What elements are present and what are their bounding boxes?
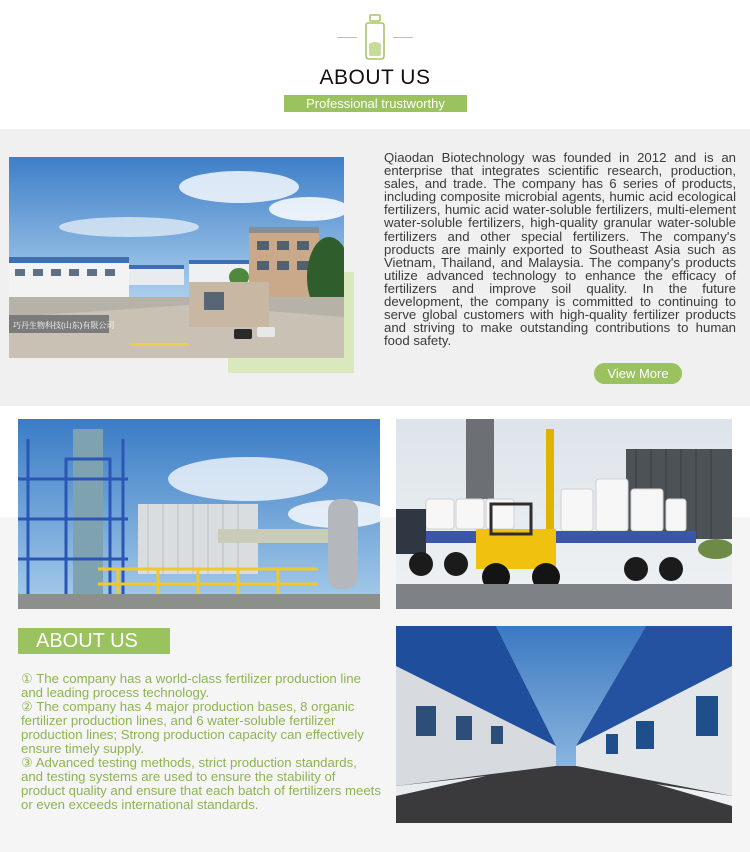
divider-left — [337, 37, 357, 38]
feature-point-1: ① The company has a world-class fertilizer production line and leading process technology. — [21, 671, 361, 700]
feature-point-3: ③ Advanced testing methods, strict production standards, and testing systems are used to ensure the stability of product quality and ensure that each batch of fertilizers meets or even exceeds international standards. — [21, 755, 381, 812]
divider-right — [393, 37, 413, 38]
feature-point-2: ② The company has 4 major production bases, 8 organic fertilizer production lines, and 6 water-soluble fertilizer production lines; Strong production capacity can effectively ensure timely supply. — [21, 699, 364, 756]
bottle-icon — [364, 14, 386, 60]
feature-points — [21, 672, 381, 812]
forklift-truck-photo — [396, 419, 732, 609]
page-title: ABOUT US — [319, 66, 431, 89]
view-more-button[interactable]: View More — [594, 363, 682, 384]
intro-text: Qiaodan Biotechnology was founded in 2012 and is an enterprise that integrates scientific research, production, sales, and trade. The company has 6 series of products, including composite microbial agents, humic acid ecological fertilizers, humic acid water-soluble fertilizers, multi-element water-soluble fertilizers, high-quality granular water-soluble fertilizers and other special fertilizers. The company's products are mainly exported to Southeast Asia such as Vietnam, Thailand, and Malaysia. The company's products utilize advanced technology to enhance the efficacy of fertilizers and improve soil quality. In the future development, the company is committed to continuing to serve global customers with high-quality fertilizer products and striving to make outstanding contributions to human food safety. — [384, 150, 736, 349]
section-heading: ABOUT US — [18, 628, 170, 654]
subtitle-badge: Professional trustworthy — [284, 95, 467, 112]
photo-sign-text: 巧丹生物科技(山东)有限公司 — [13, 321, 115, 330]
warehouse-photo — [396, 626, 732, 823]
plant-equipment-photo — [18, 419, 380, 609]
factory-photo — [9, 157, 344, 358]
